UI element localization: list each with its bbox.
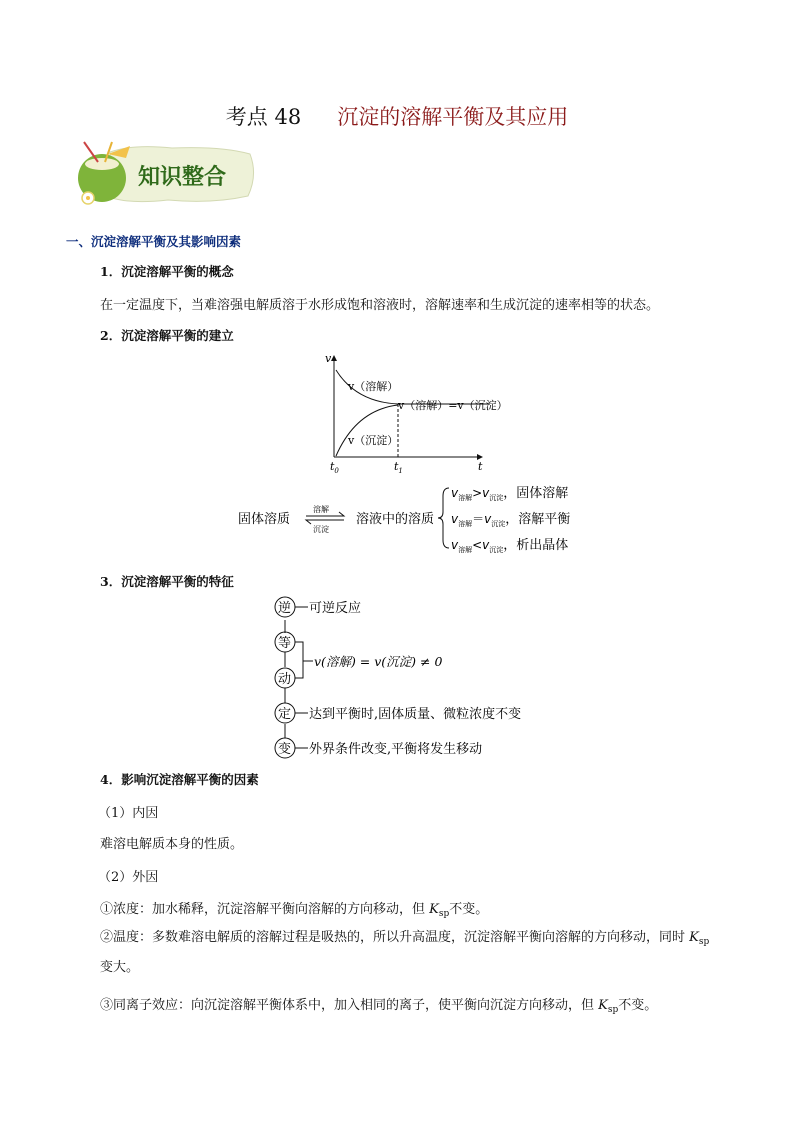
rate-time-graph	[325, 352, 508, 475]
precipitate-rate-label: v（沉淀）	[348, 434, 399, 447]
topic-number: 考点 48	[225, 105, 302, 129]
feature-char: 等	[278, 636, 292, 651]
features-diagram	[275, 597, 521, 758]
feature-char: 逆	[278, 601, 292, 616]
feature-char: 定	[278, 707, 292, 722]
subheading-concept: 1．沉淀溶解平衡的概念	[100, 264, 234, 279]
t1-label: $t_1$	[394, 460, 403, 475]
svg-text:v溶解>v沉淀，固体溶解: $v_{溶解}>v_{沉淀}$，固体溶解	[451, 486, 569, 502]
feature-text: 达到平衡时,固体质量、微粒浓度不变	[309, 707, 522, 722]
internal-label: （1）内因	[98, 806, 159, 821]
section-heading: 一、沉淀溶解平衡及其影响因素	[66, 234, 242, 249]
dissolution-scheme	[238, 485, 570, 554]
solid-solute: 固体溶质	[238, 512, 291, 527]
subheading-factors: 4．影响沉淀溶解平衡的因素	[100, 772, 259, 787]
internal-text: 难溶电解质本身的性质。	[100, 837, 244, 852]
factor-concentration: ①浓度：加水稀释，沉淀溶解平衡向溶解的方向移动，但 $K_{sp}$不变。	[100, 902, 489, 919]
dissolve-rate-label: v（溶解）	[348, 380, 399, 393]
arrow-top-label: 溶解	[313, 505, 329, 514]
brace	[438, 488, 449, 548]
bracket	[295, 642, 303, 678]
curve-precipitate	[336, 405, 398, 456]
case-row	[451, 485, 568, 502]
dissolved-solute: 溶液中的溶质	[356, 512, 435, 527]
feature-text: 可逆反应	[309, 601, 362, 616]
factor-temperature: ②温度：多数难溶电解质的溶解过程是吸热的，所以升高温度，沉淀溶解平衡向溶解的方向移动，同时 $K_{sp}$变大。	[100, 930, 710, 975]
equal-rate-label: v（溶解）=v（沉淀）	[398, 399, 508, 412]
t0-label: $t_0$	[330, 460, 339, 475]
y-axis-label: v	[325, 352, 332, 365]
subheading-features: 3．沉淀溶解平衡的特征	[100, 574, 234, 589]
subheading-establish: 2．沉淀溶解平衡的建立	[100, 328, 234, 343]
x-axis-label: t	[478, 460, 483, 473]
feature-char: 动	[278, 672, 292, 687]
case-row	[451, 511, 570, 528]
feature-text: 外界条件改变,平衡将发生移动	[309, 742, 483, 757]
topic-title: 沉淀的溶解平衡及其应用	[337, 105, 569, 129]
svg-text:v溶解＝v沉淀，溶解平衡: $v_{溶解}=v_{沉淀}$，溶解平衡	[451, 512, 571, 528]
factor-common-ion: ③同离子效应：向沉淀溶解平衡体系中，加入相同的离子，使平衡向沉淀方向移动，但 $K_{sp}$不变。	[100, 998, 658, 1015]
concept-text: 在一定温度下，当难溶强电解质溶于水形成饱和溶液时，溶解速率和生成沉淀的速率相等的状态。	[100, 298, 660, 313]
feature-char: 变	[278, 742, 292, 757]
badge-label: 知识整合	[138, 165, 227, 190]
external-label: （2）外因	[98, 870, 159, 885]
case-row	[451, 537, 568, 554]
arrow-bottom-label: 沉淀	[313, 525, 329, 534]
reverse-arrow	[306, 520, 344, 524]
svg-text:v溶解<v沉淀，析出晶体: $v_{溶解}<v_{沉淀}$，析出晶体	[451, 538, 569, 554]
bracket-text: v(溶解) = v(沉淀) ≠ 0	[314, 654, 443, 669]
